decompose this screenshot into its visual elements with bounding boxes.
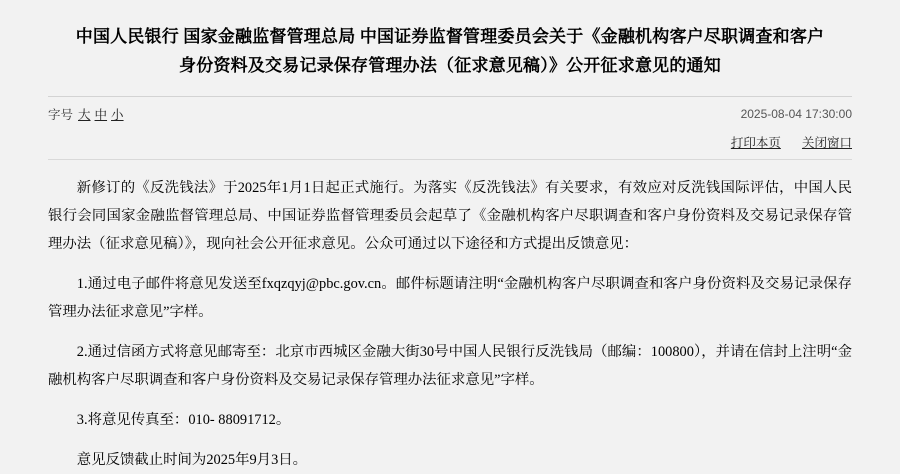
page-title: 中国人民银行 国家金融监督管理总局 中国证券监督管理委员会关于《金融机构客户尽职调查和客户身份资料及交易记录保存管理办法（征求意见稿）》公开征求意见的通知 [75, 27, 825, 75]
paragraph: 3.将意见传真至：010- 88091712。 [76, 412, 291, 428]
font-size-small[interactable]: 小 [111, 108, 124, 122]
paragraph: 1.通过电子邮件将意见发送至fxqzqyj@pbc.gov.cn。邮件标题请注明“金融机构客户尽职调查和客户身份资料及交易记录保存管理办法征求意见”字样。 [48, 276, 852, 320]
document-body [48, 160, 852, 474]
font-size-medium[interactable]: 中 [94, 108, 108, 122]
paragraph: 2.通过信函方式将意见邮寄至：北京市西城区金融大街30号中国人民银行反洗钱局（邮编：100800），并请在信封上注明“金融机构客户尽职调查和客户身份资料及交易记录保存管理办法征求意见”字样。 [48, 344, 852, 388]
paragraph: 意见反馈截止时间为2025年9月3日。 [76, 452, 308, 468]
publish-date: 2025-08-04 17:30:00 [740, 107, 852, 121]
paragraph: 新修订的《反洗钱法》于2025年1月1日起正式施行。为落实《反洗钱法》有关要求，有效应对反洗钱国际评估，中国人民银行会同国家金融监督管理总局、中国证券监督管理委员会起草了《金融机构客户尽职调查和客户身份资料及交易记录保存管理办法（征求意见稿）》，现向社会公开征求意见。公众可通过以下途径和方式提出反馈意见： [48, 180, 852, 252]
document-actions [48, 133, 852, 151]
font-size-label: 字号 [48, 108, 74, 122]
close-window-link[interactable]: 关闭窗口 [801, 136, 852, 150]
document-meta-bar [48, 96, 852, 123]
font-size-large[interactable]: 大 [78, 108, 91, 122]
print-page-link[interactable]: 打印本页 [730, 136, 781, 150]
font-size-selector[interactable] [48, 105, 125, 123]
